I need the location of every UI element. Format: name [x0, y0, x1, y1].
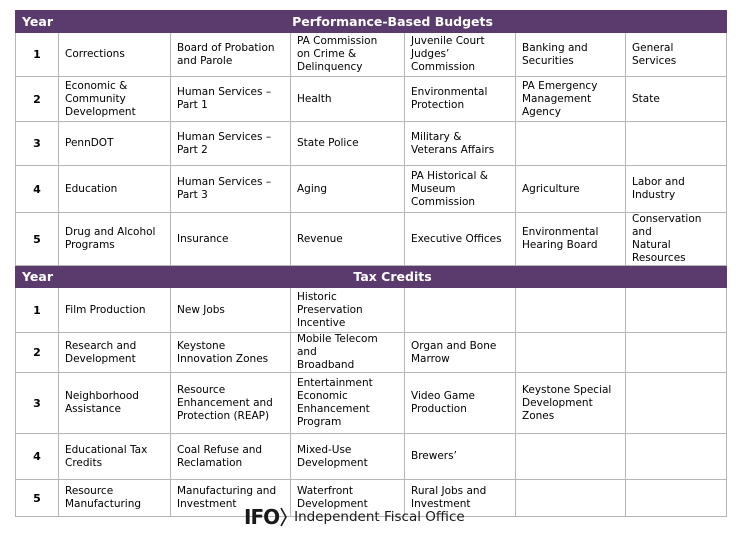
ifo-logo-text: Independent Fiscal Office	[294, 509, 465, 525]
table-row	[16, 33, 727, 77]
table-cell	[516, 434, 626, 480]
table-cell: Revenue	[291, 213, 405, 266]
table-cell: Drug and Alcohol Programs	[59, 213, 171, 266]
table-cell: Brewers’	[405, 434, 516, 480]
table-cell: Keystone Innovation Zones	[171, 333, 291, 373]
year-cell: 2	[16, 333, 59, 373]
section-title: Tax Credits	[59, 266, 727, 288]
table-row	[16, 434, 727, 480]
table-cell: Resource Manufacturing	[59, 480, 171, 517]
table-cell: Agriculture	[516, 166, 626, 213]
table-cell: Education	[59, 166, 171, 213]
table-cell: Human Services – Part 3	[171, 166, 291, 213]
table-cell: PennDOT	[59, 122, 171, 166]
table-cell: Video Game Production	[405, 373, 516, 434]
table-row	[16, 288, 727, 333]
year-cell: 1	[16, 33, 59, 77]
table-cell: Corrections	[59, 33, 171, 77]
table-cell: Juvenile Court Judges’ Commission	[405, 33, 516, 77]
table-cell: PA Commission on Crime & Delinquency	[291, 33, 405, 77]
table-cell: Entertainment Economic Enhancement Program	[291, 373, 405, 434]
schedule-table-container	[15, 10, 726, 517]
table-cell: General Services	[626, 33, 727, 77]
table-cell	[516, 288, 626, 333]
table-cell: New Jobs	[171, 288, 291, 333]
table-cell: Environmental Hearing Board	[516, 213, 626, 266]
year-cell: 5	[16, 213, 59, 266]
table-cell: Labor and Industry	[626, 166, 727, 213]
year-column-header: Year	[16, 266, 59, 288]
ifo-logo-mark: IFO	[244, 505, 280, 529]
table-cell: Banking and Securities	[516, 33, 626, 77]
table-cell: Military & Veterans Affairs	[405, 122, 516, 166]
table-cell	[626, 434, 727, 480]
table-row	[16, 373, 727, 434]
table-cell: Film Production	[59, 288, 171, 333]
year-cell: 5	[16, 480, 59, 517]
table-cell: State	[626, 77, 727, 122]
table-row	[16, 122, 727, 166]
table-cell: Historic Preservation Incentive	[291, 288, 405, 333]
footer	[0, 504, 739, 532]
section-title: Performance-Based Budgets	[59, 11, 727, 33]
table-cell: Manufacturing and Investment	[171, 480, 291, 517]
table-cell: PA Historical & Museum Commission	[405, 166, 516, 213]
table-cell: Insurance	[171, 213, 291, 266]
table-cell: Economic & Community Development	[59, 77, 171, 122]
table-cell	[626, 373, 727, 434]
year-cell: 1	[16, 288, 59, 333]
year-cell: 2	[16, 77, 59, 122]
table-cell: Waterfront Development	[291, 480, 405, 517]
table-cell: Human Services – Part 1	[171, 77, 291, 122]
table-cell: Environmental Protection	[405, 77, 516, 122]
table-cell: Coal Refuse and Reclamation	[171, 434, 291, 480]
table-cell: Executive Offices	[405, 213, 516, 266]
year-column-header: Year	[16, 11, 59, 33]
logo-bracket-icon	[280, 506, 288, 528]
table-cell: Keystone Special Development Zones	[516, 373, 626, 434]
table-cell	[626, 122, 727, 166]
table-cell: Resource Enhancement and Protection (REAP)	[171, 373, 291, 434]
table-cell: PA Emergency Management Agency	[516, 77, 626, 122]
table-cell: Organ and Bone Marrow	[405, 333, 516, 373]
table-cell	[516, 333, 626, 373]
table-cell	[405, 288, 516, 333]
ifo-logo	[244, 504, 465, 530]
table-cell: Research and Development	[59, 333, 171, 373]
table-row	[16, 166, 727, 213]
schedule-table	[15, 10, 727, 517]
table-cell: Board of Probation and Parole	[171, 33, 291, 77]
table-cell: Human Services – Part 2	[171, 122, 291, 166]
table-cell	[626, 333, 727, 373]
table-cell: Mobile Telecom and Broadband	[291, 333, 405, 373]
table-cell	[516, 122, 626, 166]
table-cell: Educational Tax Credits	[59, 434, 171, 480]
table-cell: Conservation and Natural Resources	[626, 213, 727, 266]
year-cell: 3	[16, 122, 59, 166]
table-cell: State Police	[291, 122, 405, 166]
year-cell: 4	[16, 434, 59, 480]
year-cell: 3	[16, 373, 59, 434]
year-cell: 4	[16, 166, 59, 213]
table-cell: Mixed-Use Development	[291, 434, 405, 480]
section-header	[16, 11, 727, 33]
table-cell: Health	[291, 77, 405, 122]
section-header	[16, 266, 727, 288]
table-row	[16, 333, 727, 373]
table-row	[16, 213, 727, 266]
table-cell: Neighborhood Assistance	[59, 373, 171, 434]
table-cell: Rural Jobs and Investment	[405, 480, 516, 517]
table-cell: Aging	[291, 166, 405, 213]
table-row	[16, 77, 727, 122]
table-cell	[626, 288, 727, 333]
